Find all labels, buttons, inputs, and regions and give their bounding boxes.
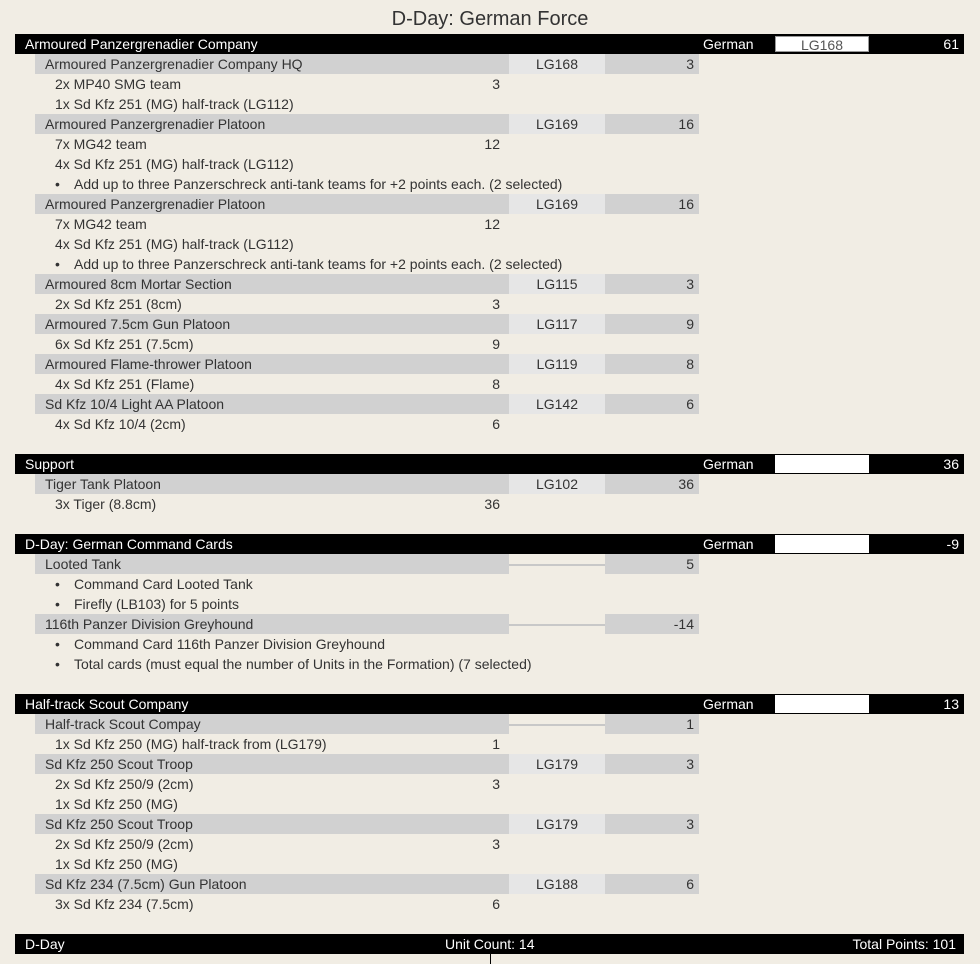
- unit-detail-line: [55, 94, 500, 114]
- unit-row[interactable]: [35, 714, 699, 734]
- unit-code-empty: [509, 554, 605, 574]
- bullet-icon: •: [55, 656, 60, 672]
- detail-text: 3x Tiger (8.8cm): [55, 496, 157, 512]
- detail-text: 2x Sd Kfz 250/9 (2cm): [55, 776, 194, 792]
- option-bullet-item: [55, 254, 695, 274]
- unit-code-empty: [509, 614, 605, 634]
- unit-points: 16: [605, 194, 699, 214]
- formation-points: 13: [943, 696, 959, 712]
- formation-nation: German: [703, 536, 754, 552]
- formation-nation: German: [703, 36, 754, 52]
- unit-detail-line: [55, 214, 500, 234]
- unit-name: Sd Kfz 250 Scout Troop: [35, 754, 509, 774]
- formation-code-empty: [775, 535, 869, 553]
- unit-code: LG179: [509, 754, 605, 774]
- detail-text: 2x Sd Kfz 251 (8cm): [55, 296, 182, 312]
- unit-code: LG142: [509, 394, 605, 414]
- unit-name: Sd Kfz 10/4 Light AA Platoon: [35, 394, 509, 414]
- formation-points: 36: [943, 456, 959, 472]
- option-bullet-item: [55, 594, 695, 614]
- detail-text: 1x Sd Kfz 250 (MG) half-track from (LG179): [55, 736, 327, 752]
- detail-text: 1x Sd Kfz 250 (MG): [55, 856, 178, 872]
- detail-points: 6: [492, 896, 500, 912]
- unit-code: LG102: [509, 474, 605, 494]
- detail-text: 1x Sd Kfz 251 (MG) half-track (LG112): [55, 96, 294, 112]
- option-text: Add up to three Panzerschreck anti-tank teams for +2 points each. (2 selected): [74, 176, 563, 192]
- unit-points: 3: [605, 754, 699, 774]
- unit-name: Looted Tank: [35, 554, 509, 574]
- force-summary-bar: [15, 934, 964, 954]
- unit-name: Armoured 7.5cm Gun Platoon: [35, 314, 509, 334]
- unit-row[interactable]: [35, 614, 699, 634]
- unit-name: Half-track Scout Compay: [35, 714, 509, 734]
- unit-points: 5: [605, 554, 699, 574]
- unit-points: 16: [605, 114, 699, 134]
- formation-header[interactable]: [15, 34, 964, 54]
- formation-nation: German: [703, 696, 754, 712]
- unit-name: Sd Kfz 234 (7.5cm) Gun Platoon: [35, 874, 509, 894]
- option-text: Command Card 116th Panzer Division Greyhound: [74, 636, 386, 652]
- unit-code: LG168: [509, 54, 605, 74]
- detail-text: 4x Sd Kfz 251 (MG) half-track (LG112): [55, 236, 294, 252]
- detail-points: 8: [492, 376, 500, 392]
- unit-name: Tiger Tank Platoon: [35, 474, 509, 494]
- unit-points: 1: [605, 714, 699, 734]
- unit-detail-line: [55, 234, 500, 254]
- unit-detail-line: [55, 854, 500, 874]
- formation-name: Armoured Panzergrenadier Company: [25, 36, 258, 52]
- force-name: D-Day: [25, 936, 65, 952]
- option-text: Total cards (must equal the number of Units in the Formation) (7 selected): [74, 656, 532, 672]
- unit-code: LG115: [509, 274, 605, 294]
- unit-detail-line: [55, 294, 500, 314]
- unit-row[interactable]: [35, 554, 699, 574]
- footer-divider: [490, 954, 491, 964]
- total-points: Total Points: 101: [852, 936, 956, 952]
- unit-points: 3: [605, 814, 699, 834]
- unit-row[interactable]: [35, 314, 699, 334]
- unit-points: 6: [605, 874, 699, 894]
- unit-points: 36: [605, 474, 699, 494]
- unit-detail-line: [55, 374, 500, 394]
- detail-text: 3x Sd Kfz 234 (7.5cm): [55, 896, 194, 912]
- formation-nation: German: [703, 456, 754, 472]
- unit-row[interactable]: [35, 354, 699, 374]
- unit-code: LG169: [509, 114, 605, 134]
- unit-code: LG117: [509, 314, 605, 334]
- detail-text: 4x Sd Kfz 251 (MG) half-track (LG112): [55, 156, 294, 172]
- unit-detail-line: [55, 334, 500, 354]
- detail-text: 1x Sd Kfz 250 (MG): [55, 796, 178, 812]
- bullet-icon: •: [55, 636, 60, 652]
- bullet-icon: •: [55, 576, 60, 592]
- unit-points: 3: [605, 274, 699, 294]
- detail-points: 36: [484, 496, 500, 512]
- detail-points: 6: [492, 416, 500, 432]
- unit-count: Unit Count: 14: [445, 936, 535, 952]
- unit-name: Armoured 8cm Mortar Section: [35, 274, 509, 294]
- formation-header[interactable]: [15, 454, 964, 474]
- unit-detail-line: [55, 794, 500, 814]
- unit-detail-line: [55, 154, 500, 174]
- unit-name: Sd Kfz 250 Scout Troop: [35, 814, 509, 834]
- unit-detail-line: [55, 734, 500, 754]
- detail-text: 2x Sd Kfz 250/9 (2cm): [55, 836, 194, 852]
- unit-code: LG119: [509, 354, 605, 374]
- detail-text: 7x MG42 team: [55, 216, 147, 232]
- unit-row[interactable]: [35, 54, 699, 74]
- unit-code: LG169: [509, 194, 605, 214]
- formation-points: 61: [943, 36, 959, 52]
- option-text: Add up to three Panzerschreck anti-tank teams for +2 points each. (2 selected): [74, 256, 563, 272]
- unit-name: Armoured Panzergrenadier Platoon: [35, 114, 509, 134]
- bullet-icon: •: [55, 596, 60, 612]
- detail-text: 6x Sd Kfz 251 (7.5cm): [55, 336, 194, 352]
- unit-points: 8: [605, 354, 699, 374]
- option-bullet-item: [55, 634, 695, 654]
- formation-header[interactable]: [15, 694, 964, 714]
- unit-row[interactable]: [35, 194, 699, 214]
- unit-detail-line: [55, 134, 500, 154]
- detail-points: 3: [492, 776, 500, 792]
- option-text: Command Card Looted Tank: [74, 576, 253, 592]
- formation-code-empty: [775, 455, 869, 473]
- unit-points: -14: [605, 614, 699, 634]
- detail-points: 1: [492, 736, 500, 752]
- detail-points: 3: [492, 76, 500, 92]
- unit-code-empty: [509, 714, 605, 734]
- unit-detail-line: [55, 834, 500, 854]
- unit-points: 3: [605, 54, 699, 74]
- unit-detail-line: [55, 414, 500, 434]
- detail-points: 9: [492, 336, 500, 352]
- unit-name: Armoured Panzergrenadier Company HQ: [35, 54, 509, 74]
- unit-code: LG188: [509, 874, 605, 894]
- unit-row[interactable]: [35, 754, 699, 774]
- formation-name: Half-track Scout Company: [25, 696, 189, 712]
- detail-text: 7x MG42 team: [55, 136, 147, 152]
- option-bullet-item: [55, 574, 695, 594]
- bullet-icon: •: [55, 256, 60, 272]
- unit-row[interactable]: [35, 114, 699, 134]
- detail-points: 3: [492, 836, 500, 852]
- unit-row[interactable]: [35, 874, 699, 894]
- unit-name: Armoured Panzergrenadier Platoon: [35, 194, 509, 214]
- option-bullet-item: [55, 654, 695, 674]
- detail-points: 3: [492, 296, 500, 312]
- detail-points: 12: [484, 136, 500, 152]
- unit-row[interactable]: [35, 474, 699, 494]
- unit-points: 9: [605, 314, 699, 334]
- unit-detail-line: [55, 74, 500, 94]
- unit-points: 6: [605, 394, 699, 414]
- formation-name: Support: [25, 456, 75, 472]
- option-text: Firefly (LB103) for 5 points: [74, 596, 239, 612]
- formation-header[interactable]: [15, 534, 964, 554]
- detail-text: 2x MP40 SMG team: [55, 76, 182, 92]
- formation-name: D-Day: German Command Cards: [25, 536, 233, 552]
- unit-name: Armoured Flame-thrower Platoon: [35, 354, 509, 374]
- unit-row[interactable]: [35, 814, 699, 834]
- unit-detail-line: [55, 494, 500, 514]
- unit-detail-line: [55, 774, 500, 794]
- option-bullet-item: [55, 174, 695, 194]
- page-title: D-Day: German Force: [391, 8, 589, 30]
- detail-text: 4x Sd Kfz 251 (Flame): [55, 376, 195, 392]
- bullet-icon: •: [55, 176, 60, 192]
- unit-row[interactable]: [35, 274, 699, 294]
- unit-code: LG179: [509, 814, 605, 834]
- detail-points: 12: [484, 216, 500, 232]
- formation-points: -9: [946, 536, 959, 552]
- detail-text: 4x Sd Kfz 10/4 (2cm): [55, 416, 186, 432]
- unit-name: 116th Panzer Division Greyhound: [35, 614, 509, 634]
- formation-code: LG168: [775, 36, 869, 52]
- unit-detail-line: [55, 894, 500, 914]
- formation-code-empty: [775, 695, 869, 713]
- unit-row[interactable]: [35, 394, 699, 414]
